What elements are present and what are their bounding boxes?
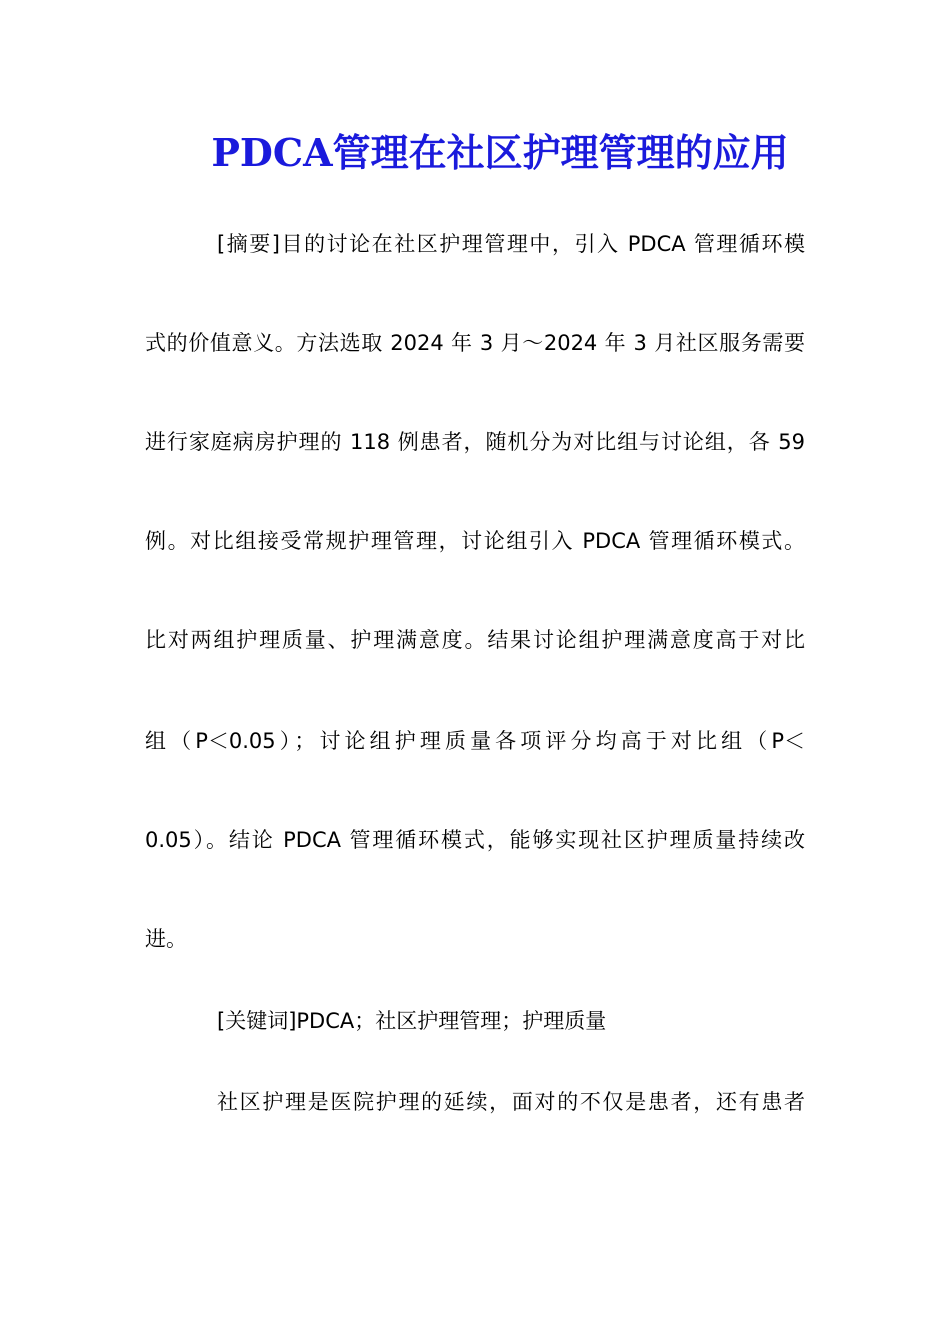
abstract-line: 比对两组护理质量、护理满意度。结果讨论组护理满意度高于对比 <box>145 628 805 652</box>
document-title: PDCA管理在社区护理管理的应用 <box>211 130 789 175</box>
abstract-line: 例。对比组接受常规护理管理，讨论组引入 PDCA 管理循环模式。 <box>145 529 805 553</box>
abstract-line: 式的价值意义。方法选取 2024 年 3 月～2024 年 3 月社区服务需要 <box>145 331 805 355</box>
abstract-line: 进。 <box>145 927 187 951</box>
abstract-line: 进行家庭病房护理的 118 例患者，随机分为对比组与讨论组，各 59 <box>145 430 805 454</box>
abstract-line: 0.05）。结论 PDCA 管理循环模式，能够实现社区护理质量持续改 <box>145 828 805 852</box>
abstract-line: [摘要]目的讨论在社区护理管理中，引入 PDCA 管理循环模 <box>217 232 805 256</box>
keywords-line: [关键词]PDCA；社区护理管理；护理质量 <box>217 1009 607 1033</box>
abstract-line: 组（P＜0.05）；讨论组护理质量各项评分均高于对比组（P＜ <box>145 729 805 753</box>
body-paragraph-line: 社区护理是医院护理的延续，面对的不仅是患者，还有患者 <box>217 1090 805 1114</box>
